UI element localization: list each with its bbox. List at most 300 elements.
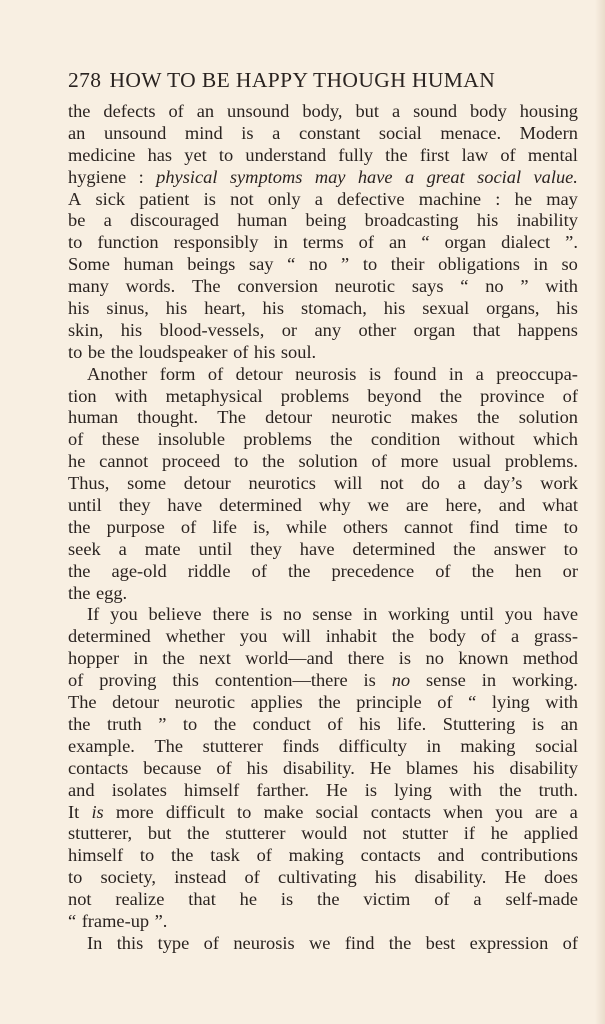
word: his [262, 298, 284, 319]
word: defects [103, 101, 156, 121]
word: if [463, 823, 475, 844]
word: himself [184, 779, 240, 800]
word: we [367, 495, 389, 516]
word: in [533, 254, 548, 275]
word: discouraged [130, 210, 219, 231]
text-line [68, 714, 578, 736]
word: words. [125, 276, 176, 297]
word: yet [184, 144, 207, 165]
word: not [380, 473, 404, 494]
word: neurosis [233, 932, 295, 953]
word: sound [413, 101, 458, 121]
word: is [260, 604, 273, 625]
word: world—and [245, 648, 334, 669]
word: heart, [204, 298, 246, 319]
word: of [371, 451, 387, 472]
word: housing [519, 101, 578, 121]
word: of [216, 757, 232, 778]
word: is [241, 122, 254, 143]
word: expression [469, 932, 549, 953]
word: have [299, 538, 335, 559]
word: his [374, 867, 397, 888]
word: of [233, 341, 249, 362]
word: says [411, 276, 444, 297]
word: neurotic [331, 407, 392, 428]
word: are [535, 801, 558, 822]
word: his [359, 713, 381, 734]
word: there [347, 648, 385, 669]
word: find [469, 516, 499, 537]
word: time [514, 516, 548, 537]
word: sinus, [106, 298, 149, 319]
word: the [68, 101, 91, 121]
word: you [504, 604, 533, 625]
word: menace. [440, 122, 502, 143]
word: would [301, 823, 348, 844]
word: of [244, 867, 260, 888]
word: sexual [422, 298, 470, 319]
word: determined [68, 626, 151, 647]
word: is [398, 648, 412, 669]
word: understand [245, 144, 327, 165]
word: of [68, 670, 84, 691]
text-line [68, 320, 578, 342]
word: of [435, 560, 451, 581]
word: neurotic [334, 276, 396, 297]
word: and [498, 495, 526, 516]
word: ”. [565, 232, 578, 253]
text-line [68, 604, 578, 626]
word: what [542, 495, 578, 516]
word: working. [511, 670, 578, 691]
word: a [103, 210, 112, 231]
word: working [388, 604, 450, 625]
word: until [460, 604, 495, 625]
word: province [480, 385, 545, 406]
word: next [199, 648, 231, 669]
word: but [355, 101, 379, 121]
word: any [314, 319, 342, 340]
word: more [400, 451, 439, 472]
word: a [314, 188, 323, 209]
word: stomach, [300, 298, 367, 319]
word: with [545, 692, 578, 713]
word: or [562, 560, 578, 581]
word: the [499, 779, 522, 800]
word: constant [298, 122, 361, 143]
text-line [68, 232, 578, 254]
word: patient [139, 188, 190, 209]
word: the [391, 626, 415, 647]
word: grass- [534, 626, 578, 647]
word: Modern [519, 122, 578, 143]
word: human [237, 210, 288, 231]
word: the [385, 144, 408, 165]
word: of [203, 932, 219, 953]
word: the [110, 341, 134, 362]
word: is [91, 801, 104, 822]
word: physical [156, 166, 218, 187]
word: neurosis [295, 363, 357, 384]
word: of [437, 692, 453, 713]
word: metaphysical [165, 385, 263, 406]
word: the [68, 516, 91, 537]
word: machine [418, 188, 482, 209]
word: in [481, 670, 497, 691]
word: body, [302, 101, 343, 121]
word: to [139, 845, 155, 866]
word: be [87, 341, 106, 362]
word: blames [406, 757, 459, 778]
word: an [389, 232, 407, 253]
word: the [68, 713, 91, 734]
word: is [280, 889, 294, 910]
word: happens [517, 319, 578, 340]
word: his [68, 298, 90, 319]
word: inability [516, 210, 578, 231]
word: sick [95, 188, 126, 209]
text-line [68, 517, 578, 539]
word: not [362, 823, 387, 844]
word: lying [394, 779, 432, 800]
word: found [393, 363, 437, 384]
word: have [167, 495, 203, 516]
word: “ [460, 276, 469, 297]
word: the [330, 429, 353, 450]
word: a [391, 101, 401, 121]
word: victim [363, 889, 411, 910]
word: function [97, 232, 159, 253]
word: the [68, 560, 91, 581]
word: to [563, 538, 578, 559]
word: his [253, 341, 276, 362]
word: of [251, 560, 267, 581]
word: task [210, 845, 240, 866]
word: proving [99, 670, 157, 691]
text-line [68, 758, 578, 780]
text-line [68, 189, 578, 211]
word: makes [410, 407, 458, 428]
word: this [116, 932, 144, 953]
word: of [480, 626, 497, 647]
word: the [262, 451, 285, 472]
word: Some [68, 254, 110, 275]
word: instead [174, 867, 227, 888]
word: body [469, 101, 507, 121]
word: with [449, 779, 482, 800]
word: a [272, 122, 281, 143]
word: some [127, 473, 166, 494]
word: The [154, 735, 184, 756]
text-line [68, 692, 578, 714]
word: to [362, 254, 378, 275]
word: the [213, 713, 237, 734]
word: applied [523, 823, 578, 844]
word: do [421, 473, 440, 494]
word: that [188, 889, 216, 910]
word: skin, [68, 319, 104, 340]
text-line [68, 583, 578, 605]
word: It [68, 801, 80, 822]
word: they [118, 495, 151, 516]
word: riddle [187, 560, 231, 581]
word: precedence [331, 560, 415, 581]
word: and [437, 845, 465, 866]
word: responsibly [173, 232, 259, 253]
word: to [218, 144, 234, 165]
word: of [180, 516, 197, 537]
word: organs, [486, 298, 540, 319]
word: a [404, 166, 415, 187]
word: his [120, 319, 143, 340]
word: difficulty [338, 735, 407, 756]
word: mental [527, 144, 578, 165]
word: : [495, 188, 501, 209]
word: a [118, 538, 127, 559]
text-line [68, 539, 578, 561]
word: a [457, 473, 466, 494]
word: is [363, 670, 376, 691]
word: no [308, 254, 328, 275]
word: human [68, 407, 119, 428]
word: best [425, 932, 456, 953]
word: lying [491, 692, 530, 713]
text-line [68, 911, 578, 933]
word: to [68, 867, 83, 888]
word: He [504, 867, 526, 888]
word: ” [341, 254, 350, 275]
text-line [68, 933, 578, 955]
word: until [198, 538, 233, 559]
word: contacts [360, 845, 421, 866]
word: in [133, 648, 148, 669]
word: form [159, 363, 196, 384]
word: may [314, 166, 346, 187]
word: medicine [68, 144, 136, 165]
word: determined [352, 538, 436, 559]
text-line [68, 145, 578, 167]
text-line [68, 626, 578, 648]
word: detour [112, 692, 160, 713]
word: not [68, 889, 92, 910]
word: is [203, 188, 216, 209]
word: isolates [111, 779, 167, 800]
word: they [250, 538, 282, 559]
body-text [68, 101, 578, 955]
word: hopper [68, 648, 120, 669]
word: no [391, 670, 411, 691]
word: the [477, 407, 500, 428]
word: neurotic [174, 692, 235, 713]
word: with [114, 385, 148, 406]
word: say [248, 254, 274, 275]
word: broadcasting [364, 210, 459, 231]
word: when [443, 801, 484, 822]
word: himself [68, 845, 124, 866]
text-line [68, 210, 578, 232]
word: obligations [438, 254, 520, 275]
word: body [429, 626, 466, 647]
word: but [147, 823, 172, 844]
word: determined [219, 495, 302, 516]
word: a [475, 363, 484, 384]
word: sense [426, 670, 466, 691]
word: we [309, 932, 331, 953]
word: or [281, 319, 298, 340]
word: because [143, 757, 202, 778]
word: preoccupa- [496, 363, 578, 384]
word: has [147, 144, 173, 165]
word: neurotics [248, 473, 316, 494]
word: The [68, 692, 97, 713]
word: of [358, 232, 374, 253]
word: seek [68, 538, 101, 559]
running-title: HOW TO BE HAPPY THOUGH HUMAN [109, 68, 496, 92]
word: a [510, 626, 520, 647]
word: the [388, 932, 412, 953]
text-line [68, 342, 578, 364]
word: the [471, 560, 495, 581]
word: of [562, 385, 578, 406]
page-edge-shadow [595, 0, 605, 1024]
text-line [68, 364, 578, 386]
word: loudspeaker [138, 341, 228, 362]
word: sense [312, 604, 353, 625]
word: more [115, 801, 154, 822]
word: of [207, 363, 224, 384]
word: here, [445, 495, 482, 516]
text-line [68, 670, 578, 692]
word: disability [509, 757, 578, 778]
word: If [87, 604, 100, 625]
word: detour [235, 363, 283, 384]
word: tion [68, 385, 97, 406]
word: finds [282, 735, 320, 756]
word: does [544, 867, 578, 888]
word: life [212, 516, 237, 537]
word: organ [413, 319, 456, 340]
word: is [368, 363, 382, 384]
word: answer [493, 538, 546, 559]
word: dialect [501, 232, 551, 253]
word: without [458, 429, 515, 450]
word: ” [158, 713, 167, 734]
word: realize [115, 889, 165, 910]
word: a [473, 889, 482, 910]
word: cannot [404, 516, 454, 537]
word: the [170, 845, 194, 866]
word: “ [68, 910, 77, 931]
word: the [162, 648, 185, 669]
running-header [68, 68, 578, 93]
word: proceed [162, 451, 221, 472]
word: terms [302, 232, 344, 253]
text-line [68, 123, 578, 145]
word: with [545, 276, 578, 297]
word: ” [520, 276, 529, 297]
word: stutter [402, 823, 449, 844]
word: to [182, 713, 198, 734]
word: no [425, 648, 444, 669]
word: contention—there [214, 670, 348, 691]
word: may [546, 188, 578, 209]
word: problems [280, 385, 350, 406]
word: make [263, 801, 304, 822]
word: egg. [95, 582, 128, 603]
word: great [426, 166, 465, 187]
word: of [434, 889, 450, 910]
word: life. [397, 713, 427, 734]
word: : [138, 166, 144, 187]
word: applies [250, 692, 303, 713]
word: frame-up [81, 910, 150, 931]
word: you [495, 801, 523, 822]
word: hen [515, 560, 542, 581]
word: blood-vessels, [159, 319, 265, 340]
text-line [68, 407, 578, 429]
word: problems. [504, 451, 578, 472]
text-line [68, 561, 578, 583]
text-line [68, 386, 578, 408]
word: stutterer [225, 823, 286, 844]
word: conversion [237, 276, 319, 297]
word: beings [187, 254, 236, 275]
word: he [68, 451, 86, 472]
word: this [172, 670, 199, 691]
text-line [68, 648, 578, 670]
word: social [477, 166, 522, 187]
word: fully [338, 144, 373, 165]
word: “ [421, 232, 430, 253]
word: being [305, 210, 347, 231]
word: type [157, 932, 190, 953]
text-line [68, 167, 578, 189]
word: the [187, 823, 210, 844]
word: to [68, 341, 83, 362]
word: condition [370, 429, 441, 450]
word: truth [106, 713, 142, 734]
word: “ [468, 692, 477, 713]
word: these [101, 429, 140, 450]
word: his [383, 298, 406, 319]
word: disability. [282, 757, 355, 778]
word: social [315, 801, 359, 822]
word: be [68, 210, 86, 231]
word: why [318, 495, 351, 516]
word: not [230, 188, 254, 209]
word: method [522, 648, 578, 669]
text-line [68, 845, 578, 867]
word: is [531, 713, 545, 734]
word: other [358, 319, 397, 340]
word: find [344, 932, 375, 953]
word: he [239, 889, 258, 910]
word: of [327, 713, 343, 734]
word: that [472, 319, 501, 340]
word: inhabit [325, 626, 377, 647]
word: whether [165, 626, 225, 647]
word: hygiene [68, 166, 127, 187]
word: to [234, 451, 249, 472]
word: value. [533, 166, 578, 187]
word: defective [337, 188, 405, 209]
word: the [453, 538, 476, 559]
word: is [364, 779, 378, 800]
word: example. [68, 735, 135, 756]
word: will [333, 473, 363, 494]
word: day’s [483, 473, 523, 494]
word: in [448, 363, 464, 384]
